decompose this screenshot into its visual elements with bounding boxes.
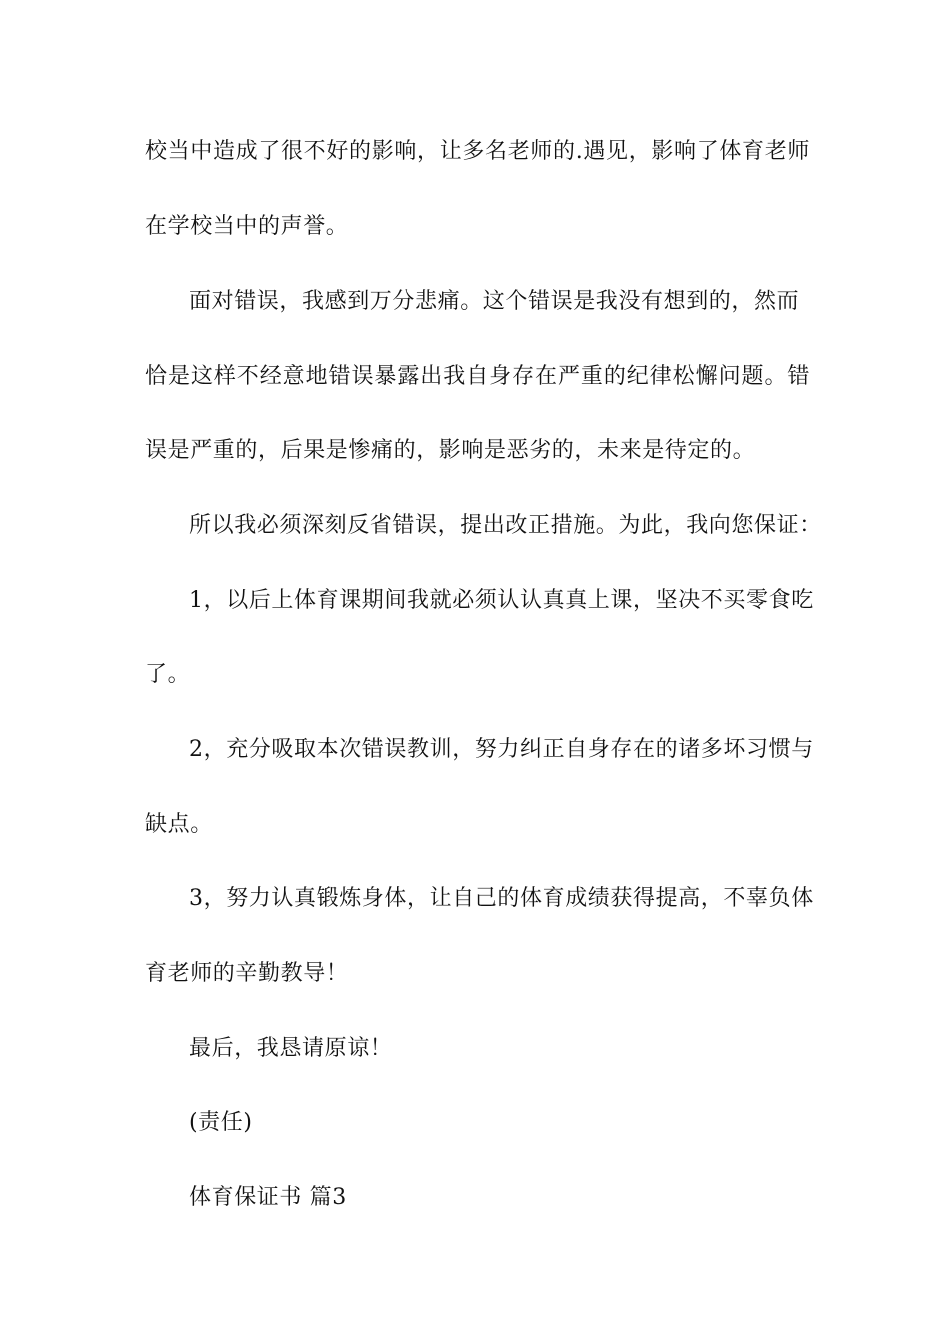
paragraph-line: 了。 xyxy=(145,662,191,687)
paragraph-line: 1，以后上体育课期间我就必须认认真真上课，坚决不买零食吃 xyxy=(189,588,814,613)
section-heading: 体育保证书 篇3 xyxy=(189,1185,347,1210)
paragraph-line: 3，努力认真锻炼身体，让自己的体育成绩获得提高，不辜负体 xyxy=(189,886,814,911)
paragraph-line: 恰是这样不经意地错误暴露出我自身存在严重的纪律松懈问题。错 xyxy=(145,364,810,389)
paragraph-line: 在学校当中的声誉。 xyxy=(145,214,349,239)
paragraph-line: 误是严重的，后果是惨痛的，影响是恶劣的，未来是待定的。 xyxy=(145,438,756,463)
paragraph-line: 所以我必须深刻反省错误，提出改正措施。为此，我向您保证： xyxy=(189,513,822,538)
paragraph-line: 育老师的辛勤教导！ xyxy=(145,961,349,986)
paragraph-line: 缺点。 xyxy=(145,812,213,837)
paragraph-line: 最后，我恳请原谅！ xyxy=(189,1036,393,1061)
paragraph-line: (责任) xyxy=(189,1110,253,1135)
paragraph-line: 校当中造成了很不好的影响，让多名老师的.遇见，影响了体育老师 xyxy=(145,139,810,164)
paragraph-line: 面对错误，我感到万分悲痛。这个错误是我没有想到的，然而 xyxy=(189,289,800,314)
paragraph-line: 2，充分吸取本次错误教训，努力纠正自身存在的诸多坏习惯与 xyxy=(189,737,814,762)
